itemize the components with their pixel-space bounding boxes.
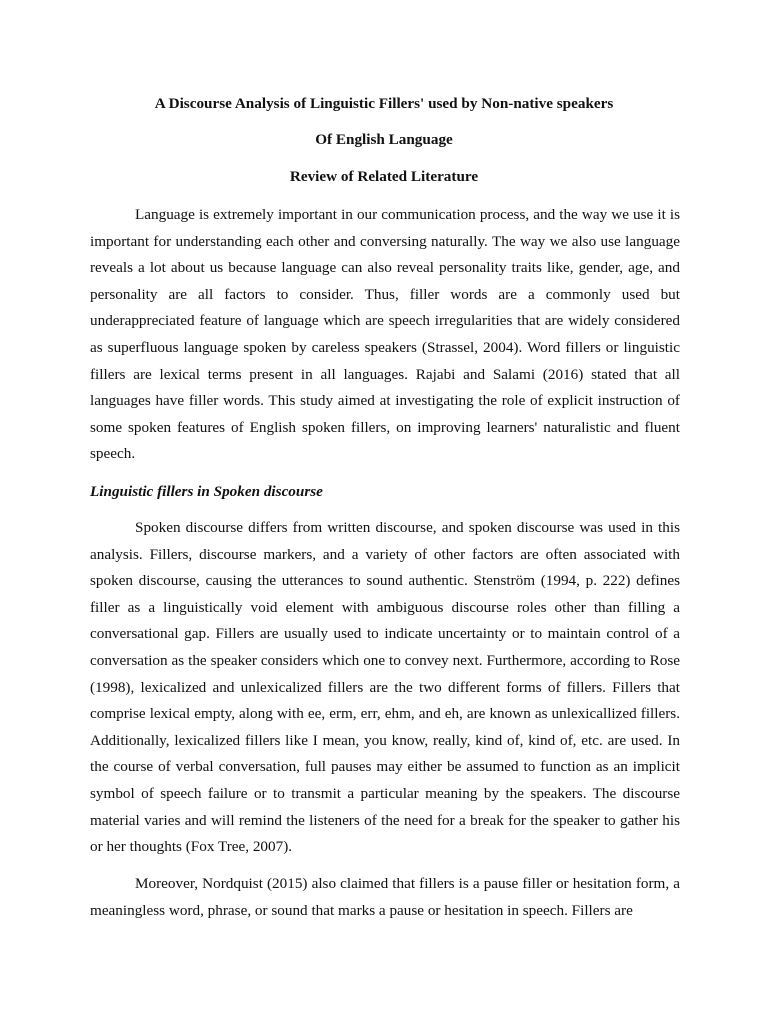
paragraph-intro: Language is extremely important in our communication process, and the way we use it is important for understanding each other and conversing naturally. The way we also use language reveals a lot about us because language can also reveal personality traits like, gender, age, and personality are all factors to consider. Thus, filler words are a commonly used but underappreciated feature of language which are speech irregularities that are widely considered as superfluous language spoken by careless speakers (Strassel, 2004). Word fillers or linguistic fillers are lexical terms present in all languages. Rajabi and Salami (2016) stated that all languages have filler words. This study aimed at investigating the role of explicit instruction of some spoken features of English spoken fillers, on improving learners' naturalistic and fluent speech.: [90, 206, 680, 463]
paragraph-spoken-discourse: Spoken discourse differs from written discourse, and spoken discourse was used in this analysis. Fillers, discourse markers, and a variety of other factors are often associated with spoken discourse, causing the utterances to sound authentic. Stenström (1994, p. 222) defines filler as a linguistically void element with ambiguous discourse roles other than filling a conversational gap. Fillers are usually used to indicate uncertainty or to maintain control of a conversation as the speaker considers which one to convey next. Furthermore, according to Rose (1998), lexicalized and unlexicalized fillers are the two different forms of fillers. Fillers that comprise lexical empty, along with ee, erm, err, ehm, and eh, are known as unlexicallized fillers. Additionally, lexicalized fillers like I mean, you know, really, kind of, kind of, etc. are used. In the course of verbal conversation, full pauses may either be assumed to function as an implicit symbol of speech failure or to transmit a particular meaning by the speakers. The discourse material varies and will remind the listeners of the need for a break for the speaker to gather his or her thoughts (Fox Tree, 2007).: [90, 519, 680, 856]
document-title-line-2: Of English Language: [315, 131, 453, 148]
subheading-linguistic-fillers: Linguistic fillers in Spoken discourse: [90, 483, 323, 500]
document-title: A Discourse Analysis of Linguistic Fillers' used by Non-native speakers: [154, 95, 614, 112]
paragraph-nordquist: Moreover, Nordquist (2015) also claimed that fillers is a pause filler or hesitation form, a meaningless word, phrase, or sound that marks a pause or hesitation in speech. Fillers are: [90, 875, 680, 919]
section-title: Review of Related Literature: [289, 168, 479, 185]
